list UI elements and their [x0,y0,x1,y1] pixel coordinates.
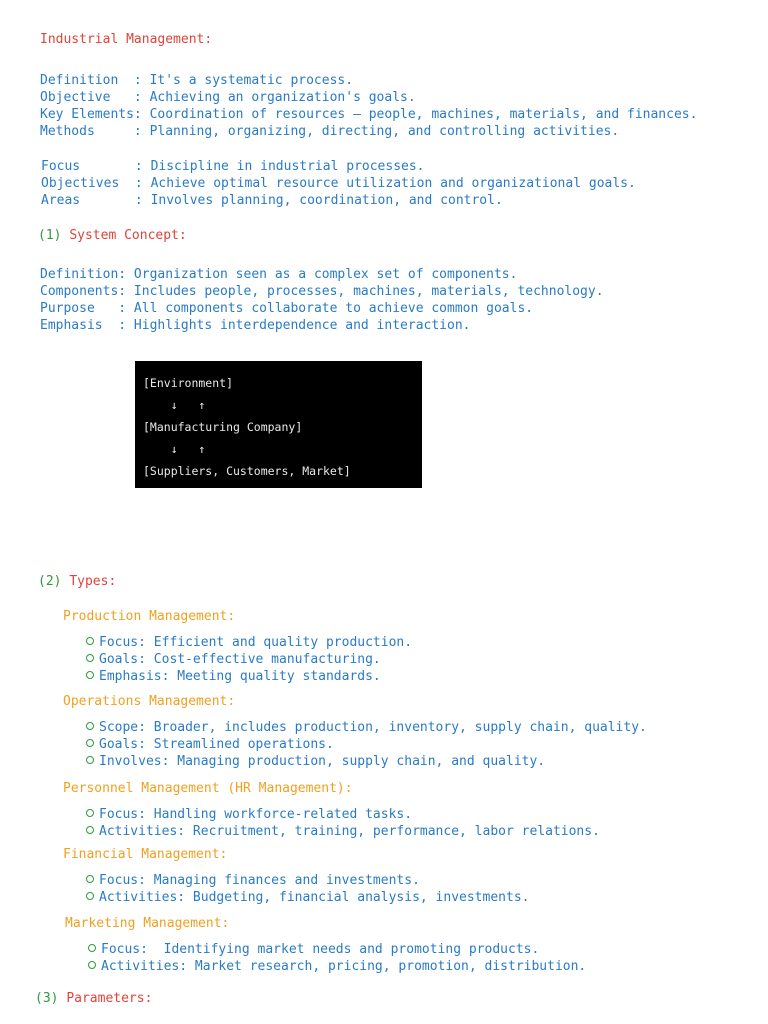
list-item: Emphasis: Meeting quality standards. [86,668,381,685]
objectives-line: Objectives : Achieve optimal resource utilization and organizational goals. [41,176,636,191]
bullet-icon [86,875,94,883]
areas-line: Areas : Involves planning, coordination, and control. [41,193,503,208]
arrows-1: ↓ ↑ [143,398,206,412]
system-purpose-line: Purpose : All components collaborate to achieve common goals. [40,301,534,316]
list-item: Involves: Managing production, supply chain, and quality. [86,753,545,770]
key-elements-line: Key Elements: Coordination of resources – people, machines, materials, and finances. [40,107,698,122]
bullet-icon [86,654,94,662]
bullet-icon [88,961,96,969]
section-heading-parameters: (3) Parameters: [35,991,153,1006]
list-item: Focus: Identifying market needs and promoting products. [88,941,539,958]
bullet-icon [88,944,96,952]
section-heading-types: (2) Types: [38,574,117,589]
type-heading-personnel: Personnel Management (HR Management): [63,781,353,796]
list-item: Activities: Recruitment, training, performance, labor relations. [86,823,600,840]
environment-node: [Environment] [143,376,234,390]
list-item: Goals: Cost-effective manufacturing. [86,651,381,668]
bullet-icon [86,671,94,679]
objective-line: Objective : Achieving an organization's goals. [40,90,416,105]
system-definition-line: Definition: Organization seen as a complex set of components. [40,267,518,282]
type-heading-financial: Financial Management: [63,847,228,862]
list-item: Focus: Efficient and quality production. [86,634,412,651]
list-item: Goals: Streamlined operations. [86,736,334,753]
bullet-icon [86,826,94,834]
arrows-2: ↓ ↑ [143,442,206,456]
bullet-icon [86,739,94,747]
bullet-icon [86,809,94,817]
list-item: Activities: Budgeting, financial analysis, investments. [86,889,529,906]
bullet-icon [86,756,94,764]
bullet-icon [86,637,94,645]
list-item: Activities: Market research, pricing, promotion, distribution. [88,958,586,975]
list-item: Scope: Broader, includes production, inventory, supply chain, quality. [86,719,647,736]
definition-line: Definition : It's a systematic process. [40,73,354,88]
methods-line: Methods : Planning, organizing, directing, and controlling activities. [40,124,620,139]
list-item: Focus: Handling workforce-related tasks. [86,806,412,823]
type-heading-production: Production Management: [63,609,236,624]
suppliers-node: [Suppliers, Customers, Market] [143,464,351,478]
system-components-line: Components: Includes people, processes, machines, materials, technology. [40,284,604,299]
bullet-icon [86,892,94,900]
section-heading-system-concept: (1) System Concept: [38,228,187,243]
page-title: Industrial Management: [40,32,213,47]
bullet-icon [86,722,94,730]
list-item: Focus: Managing finances and investments. [86,872,420,889]
focus-line: Focus : Discipline in industrial processes. [41,159,425,174]
type-heading-operations: Operations Management: [63,694,236,709]
manufacturing-company-node: [Manufacturing Company] [143,420,303,434]
system-diagram-terminal [135,361,422,488]
system-emphasis-line: Emphasis : Highlights interdependence and interaction. [40,318,471,333]
type-heading-marketing: Marketing Management: [65,916,230,931]
